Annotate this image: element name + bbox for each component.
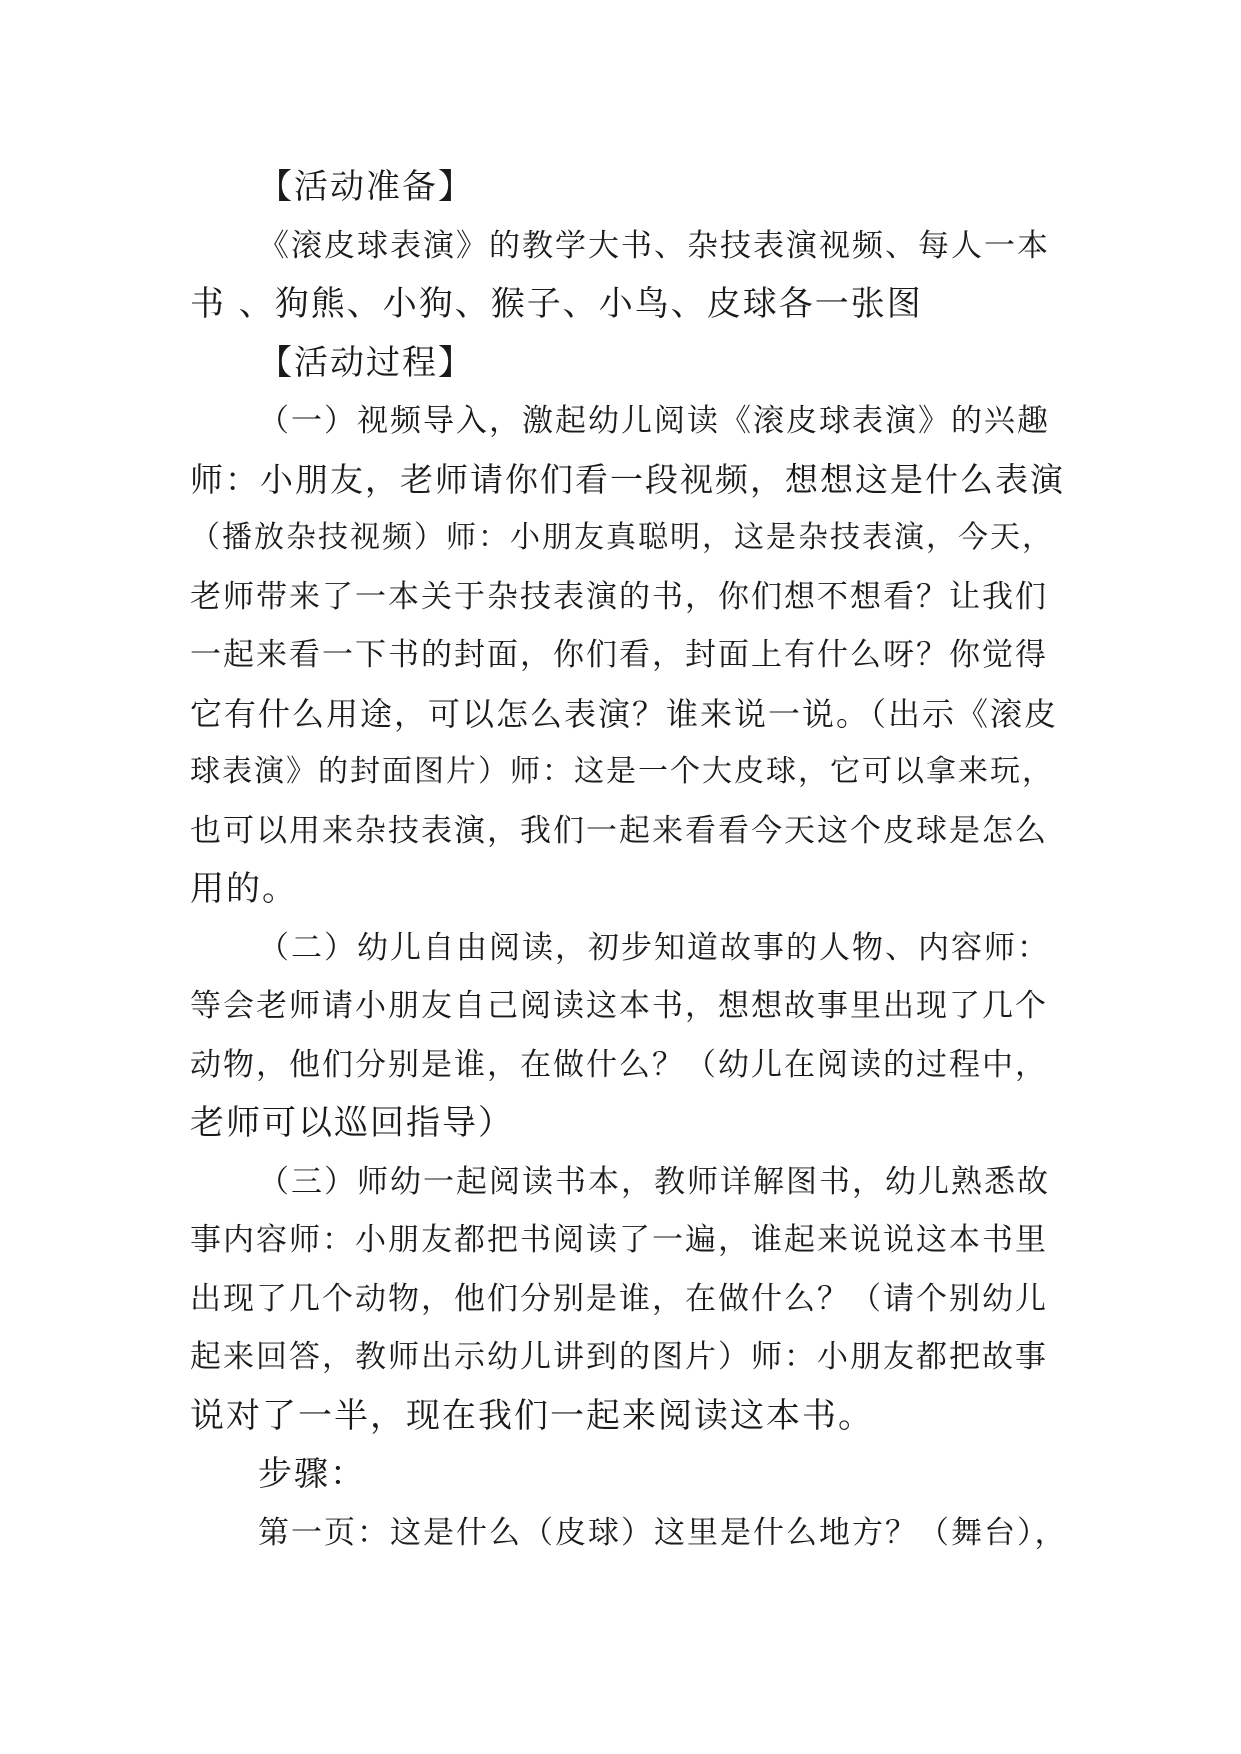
text-line: 球表演》的封面图片）师：这是一个大皮球，它可以拿来玩，: [190, 754, 1054, 789]
text-line: （三）师幼一起阅读书本，教师详解图书，幼儿熟悉故: [258, 1163, 1050, 1200]
text-line: 步骤：: [258, 1454, 366, 1494]
text-line: 书 、狗熊、小狗、猴子、小鸟、皮球各一张图: [190, 284, 923, 324]
text-line: 【活动准备】: [258, 167, 474, 207]
text-line: 老师可以巡回指导）: [190, 1103, 514, 1143]
text-line: 等会老师请小朋友自己阅读这本书，想想故事里出现了几个: [190, 988, 1048, 1024]
text-line: 老师带来了一本关于杂技表演的书，你们想不想看？让我们: [190, 578, 1048, 615]
text-line: 用的。: [190, 869, 298, 909]
text-line: 第一页：这是什么（皮球）这里是什么地方？（舞台），: [258, 1514, 1068, 1551]
text-line: 事内容师：小朋友都把书阅读了一遍，谁起来说说这本书里: [190, 1222, 1048, 1258]
document-body: [190, 158, 1070, 1562]
text-line: 说对了一半，现在我们一起来阅读这本书。: [190, 1395, 874, 1436]
text-line: 它有什么用途，可以怎么表演？谁来说一说。（出示《滚皮: [190, 694, 1059, 733]
text-line: 师：小朋友，老师请你们看一段视频，想想这是什么表演: [190, 459, 1065, 499]
text-line: 也可以用来杂技表演，我们一起来看看今天这个皮球是怎么: [190, 812, 1048, 849]
text-line: 出现了几个动物，他们分别是谁，在做什么？（请个别幼儿: [190, 1280, 1048, 1317]
text-line: 动物，他们分别是谁，在做什么？（幼儿在阅读的过程中，: [190, 1046, 1048, 1083]
text-line: 《滚皮球表演》的教学大书、杂技表演视频、每人一本: [258, 227, 1050, 264]
text-line: 【活动过程】: [258, 342, 474, 383]
text-line: （播放杂技视频）师：小朋友真聪明，这是杂技表演，今天，: [190, 520, 1054, 555]
text-line: （二）幼儿自由阅读，初步知道故事的人物、内容师：: [258, 929, 1050, 966]
text-line: 一起来看一下书的封面，你们看，封面上有什么呀？你觉得: [190, 637, 1048, 673]
text-line: （一）视频导入，激起幼儿阅读《滚皮球表演》的兴趣: [258, 403, 1050, 439]
text-line: 起来回答，教师出示幼儿讲到的图片）师：小朋友都把故事: [190, 1339, 1048, 1375]
